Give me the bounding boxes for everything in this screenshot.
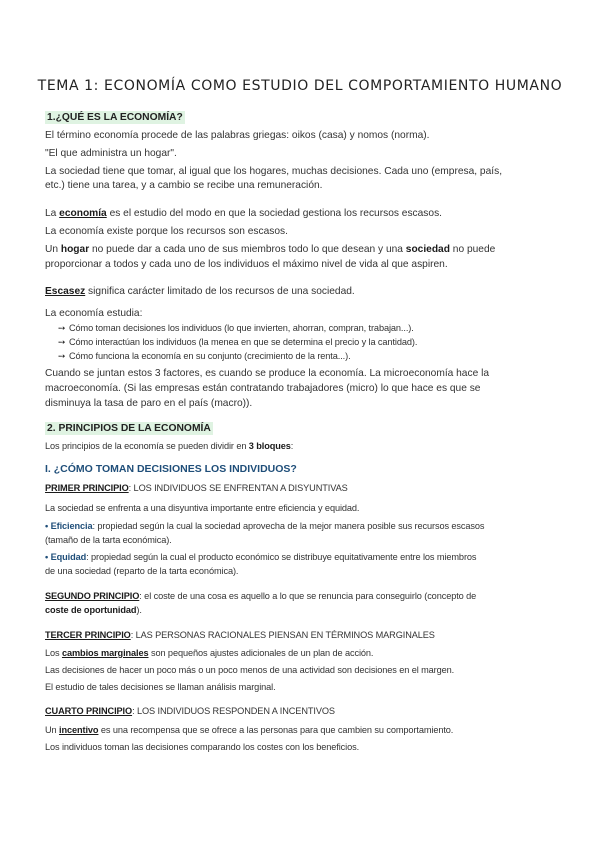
paragraph: "El que administra un hogar". [45,148,177,159]
eficiencia-definition: • Eficiencia: propiedad según la cual la sociedad aprovecha de la mejor manera posible sus recursos escasos [45,521,485,531]
equidad-definition: • Equidad: propiedad según la cual el producto económico se distribuye equitativamente entre los miembros [45,552,477,562]
arrow-icon: ➙ [58,351,66,361]
principle-4-heading: CUARTO PRINCIPIO: LOS INDIVIDUOS RESPONDEN A INCENTIVOS [45,706,335,716]
paragraph: El término economía procede de las palabras griegas: oikos (casa) y nomos (norma). [45,130,430,141]
paragraph: La sociedad tiene que tomar, al igual que los hogares, muchas decisiones. Cada uno (empresa, país, [45,166,503,177]
paragraph: de una sociedad (reparto de la tarta económica). [45,566,239,576]
paragraph-bloques: Los principios de la economía se pueden dividir en 3 bloques: [45,441,294,451]
paragraph: El estudio de tales decisiones se llaman análisis marginal. [45,682,276,692]
paragraph: Las decisiones de hacer un poco más o un poco menos de una actividad son decisiones en el margen. [45,665,455,675]
paragraph-incentivo: Un incentivo es una recompensa que se ofrece a las personas para que cambien su comportamiento. [45,725,454,735]
principle-1-heading: PRIMER PRINCIPIO: LOS INDIVIDUOS SE ENFRENTAN A DISYUNTIVAS [45,483,348,493]
principle-3-heading: TERCER PRINCIPIO: LAS PERSONAS RACIONALES PIENSAN EN TÉRMINOS MARGINALES [45,630,435,640]
arrow-icon: ➙ [58,337,66,347]
principle-2-heading: SEGUNDO PRINCIPIO: el coste de una cosa es aquello a lo que se renuncia para conseguirlo (concepto de [45,591,477,601]
paragraph: La economía existe porque los recursos son escasos. [45,226,288,237]
bullet-icon: • [45,552,49,562]
paragraph: La sociedad se enfrenta a una disyuntiva importante entre eficiencia y equidad. [45,503,360,513]
bullet-icon: • [45,521,49,531]
page-title: TEMA 1: ECONOMÍA COMO ESTUDIO DEL COMPORTAMIENTO HUMANO [37,78,563,94]
paragraph: proporcionar a todos y cada uno de los individuos el máximo nivel de vida al que aspiren. [45,259,448,270]
paragraph: La economía estudia: [45,308,143,319]
paragraph: Los individuos toman las decisiones comparando los costes con los beneficios. [45,742,360,752]
paragraph: (tamaño de la tarta económica). [45,535,172,545]
list-item: ➙ Cómo funciona la economía en su conjunto (crecimiento de la renta...). [58,351,351,361]
paragraph-hogar: Un hogar no puede dar a cada uno de sus miembros todo lo que desean y una sociedad no puede [45,244,496,255]
subsection-heading: I. ¿CÓMO TOMAN DECISIONES LOS INDIVIDUOS? [45,463,297,475]
arrow-icon: ➙ [58,323,66,333]
paragraph: Cuando se juntan estos 3 factores, es cuando se produce la economía. La microeconomía hace la [45,368,489,379]
paragraph: macroeconomía. (Si las empresas están contratando trabajadores (micro) lo que hace es que se [45,383,481,394]
paragraph: disminuya la tasa de paro en el país (macro)). [45,398,253,409]
paragraph-economia: La economía es el estudio del modo en que la sociedad gestiona los recursos escasos. [45,208,442,219]
paragraph: etc.) tiene una tarea, y a cambio se recibe una remuneración. [45,180,323,191]
list-item: ➙ Cómo toman decisiones los individuos (lo que invierten, ahorran, compran, trabajan...). [58,323,414,333]
paragraph-cambios-marginales: Los cambios marginales son pequeños ajustes adicionales de un plan de acción. [45,648,374,658]
list-item: ➙ Cómo interactúan los individuos (la menea en que se determina el precio y la cantidad). [58,337,418,347]
section-1-heading: 1.¿QUÉ ES LA ECONOMÍA? [47,112,183,123]
paragraph-coste-oportunidad: coste de oportunidad). [45,605,142,615]
paragraph-escasez: Escasez significa carácter limitado de los recursos de una sociedad. [45,286,355,297]
section-2-heading: 2. PRINCIPIOS DE LA ECONOMÍA [47,423,211,434]
